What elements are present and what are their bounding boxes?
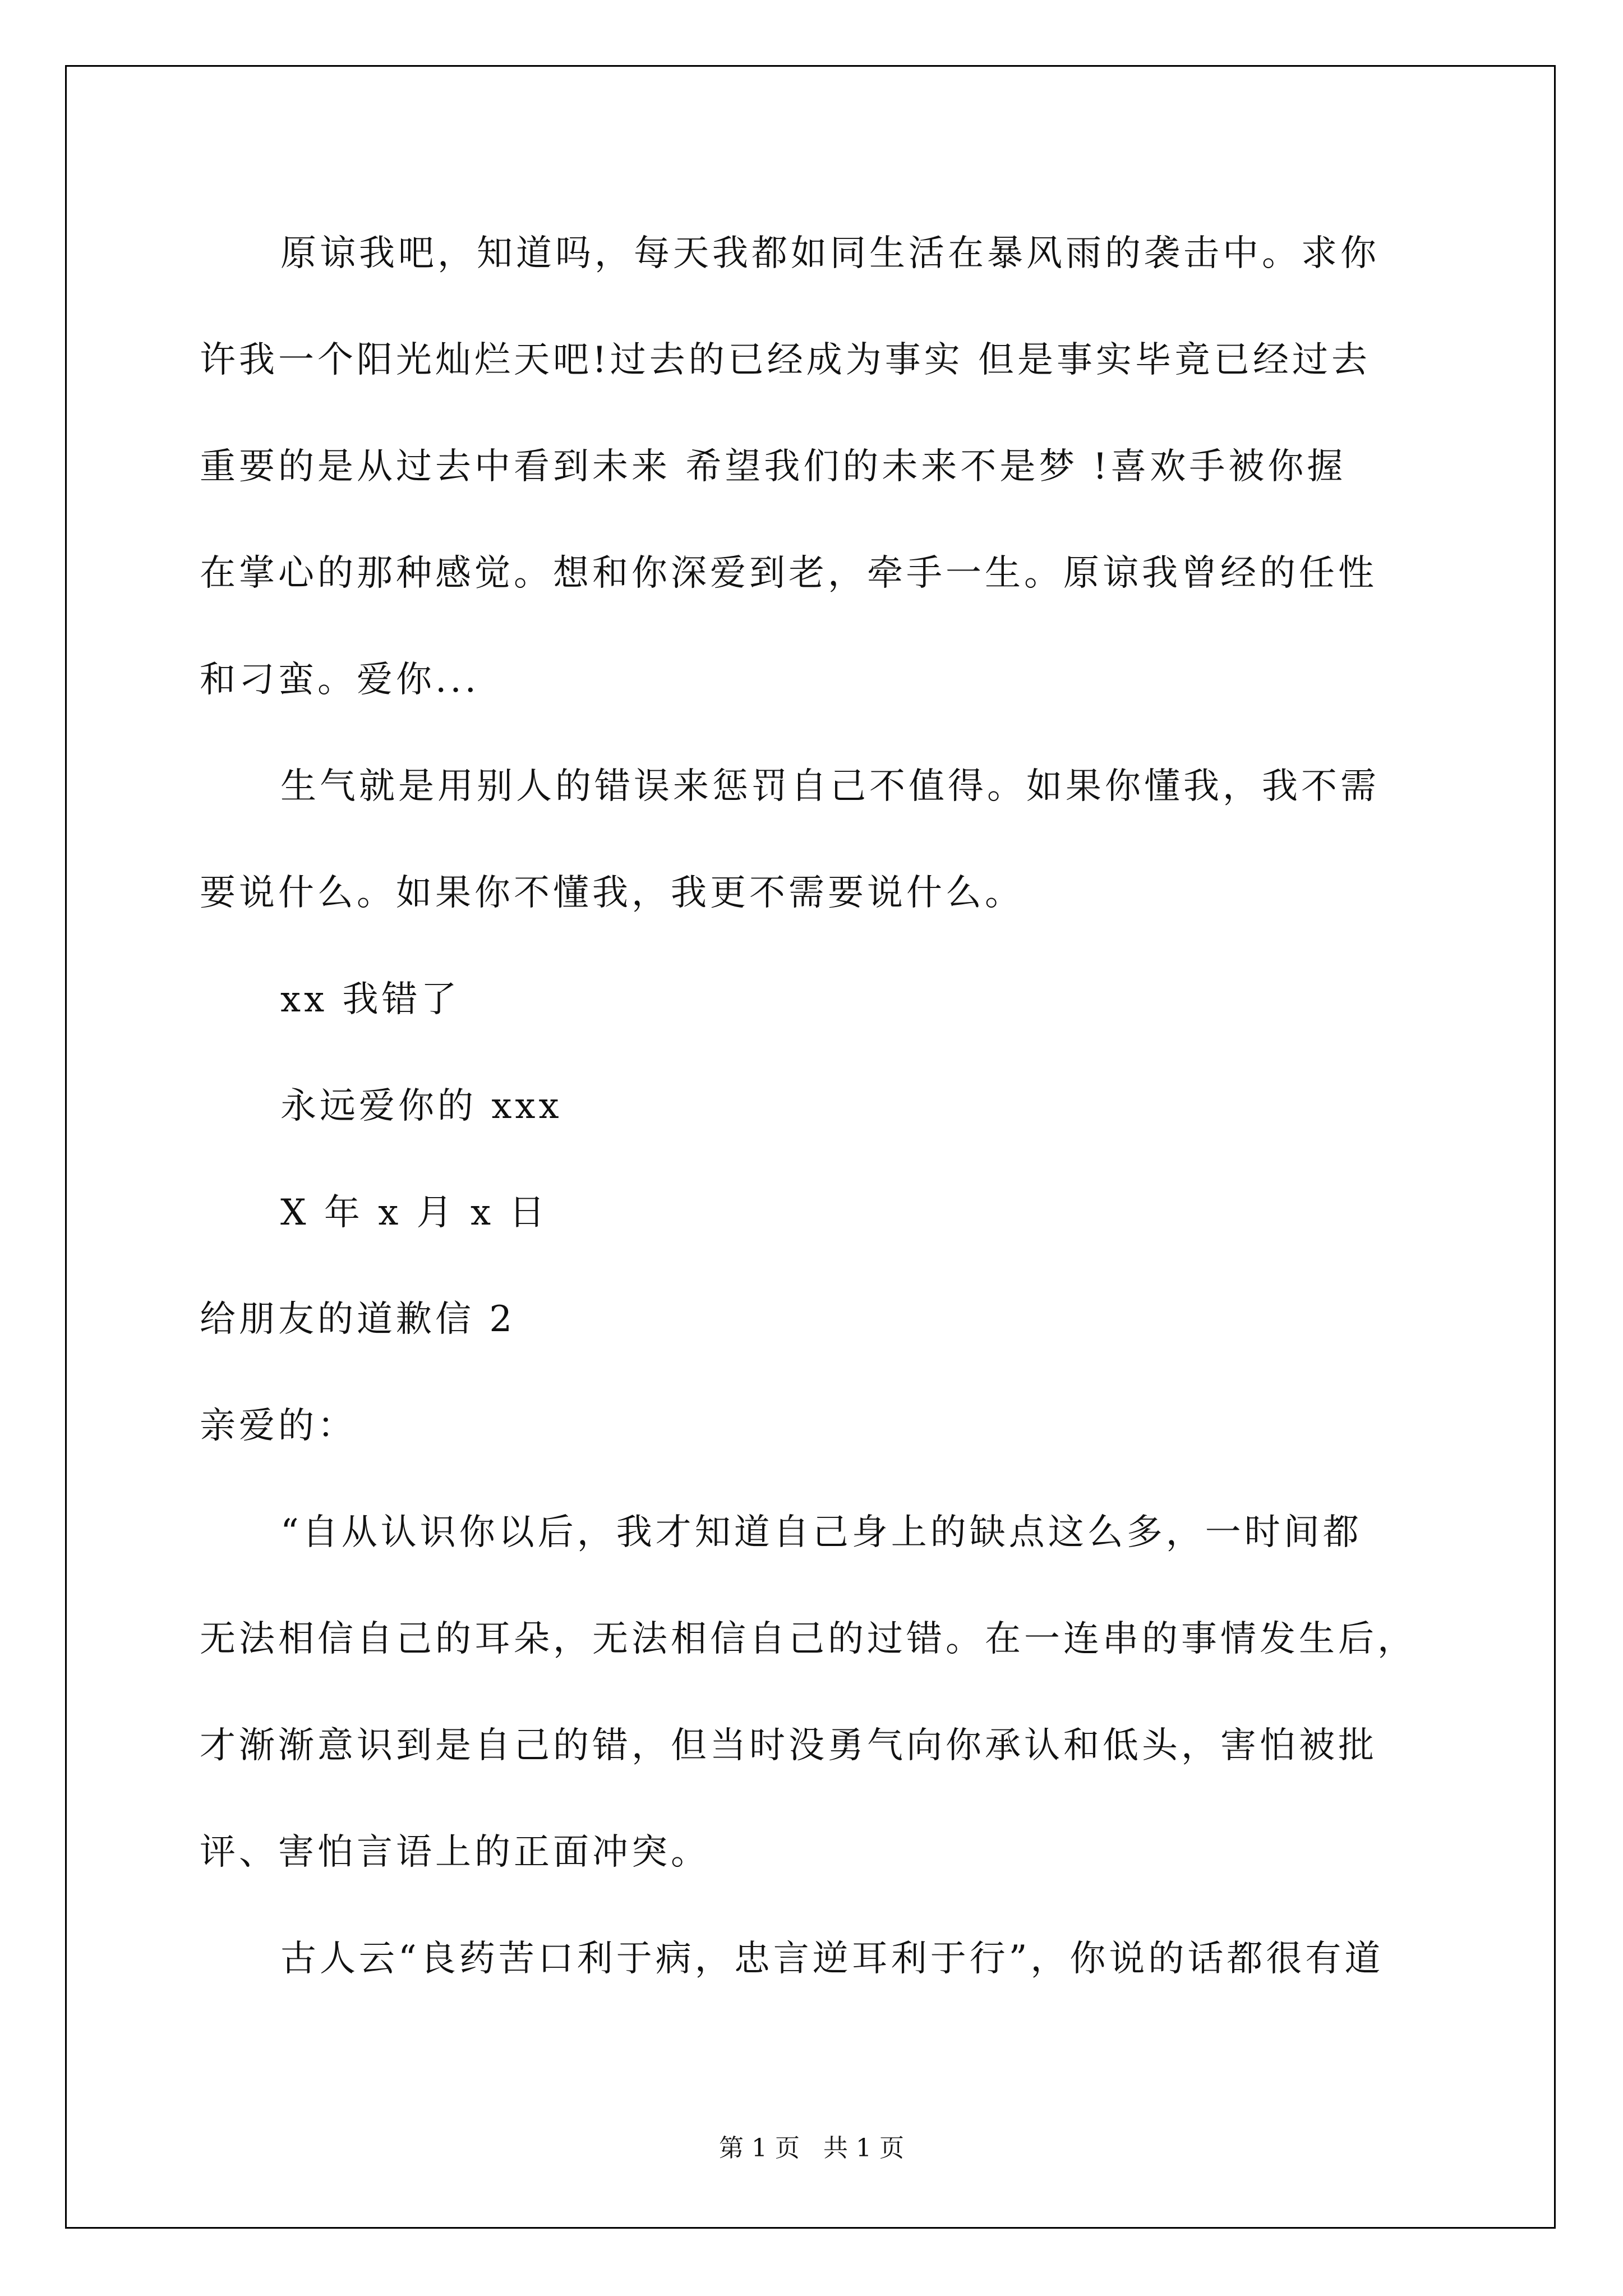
text-line-content: 古人云“良药苦口利于病，忠言逆耳利于行”，你说的话都很有道 [280, 1938, 1384, 1980]
text-line-content: 生气就是用别人的错误来惩罚自己不值得。如果你懂我，我不需 [280, 766, 1380, 807]
text-line-content: 和刁蛮。爱你... [200, 659, 480, 701]
text-line-content: 在掌心的那种感觉。想和你深爱到老，牵手一生。原谅我曾经的任性 [200, 553, 1377, 594]
text-line-content: 要说什么。如果你不懂我，我更不需要说什么。 [200, 872, 1024, 914]
text-line [0, 1605, 1623, 1673]
page-number: 第 1 页 [719, 2134, 800, 2162]
text-line-content: X 年 x 月 x 日 [280, 1192, 548, 1234]
text-line [0, 540, 1623, 607]
text-line [0, 1925, 1623, 1993]
text-line-content: 重要的是从过去中看到未来 希望我们的未来不是梦 !喜欢手被你握 [200, 446, 1347, 487]
text-line [0, 646, 1623, 714]
text-line [0, 1499, 1623, 1566]
text-line [0, 1073, 1623, 1140]
text-line [0, 1179, 1623, 1246]
text-line [0, 753, 1623, 820]
text-line-content: 才渐渐意识到是自己的错，但当时没勇气向你承认和低头，害怕被批 [200, 1725, 1377, 1766]
text-line-content: xx 我错了 [280, 979, 460, 1020]
section-heading [0, 1286, 1623, 1353]
text-line-content: 无法相信自己的耳朵，无法相信自己的过错。在一连串的事情发生后， [200, 1618, 1417, 1660]
text-line-content: 永远爱你的 xxx [280, 1085, 562, 1127]
text-line [0, 1712, 1623, 1779]
text-line-content: 评、害怕言语上的正面冲突。 [200, 1832, 710, 1873]
text-line [0, 1819, 1623, 1886]
section-heading-text: 给朋友的道歉信 2 [200, 1299, 516, 1340]
text-line-content: 原谅我吧，知道吗，每天我都如同生活在暴风雨的袭击中。求你 [280, 233, 1380, 274]
salutation-text: 亲爱的： [200, 1405, 357, 1447]
text-line [0, 859, 1623, 927]
page-footer [0, 2132, 1623, 2165]
page-total: 共 1 页 [823, 2134, 904, 2162]
salutation [0, 1392, 1623, 1460]
text-line-content: “自从认识你以后，我才知道自己身上的缺点这么多，一时间都 [280, 1512, 1362, 1553]
text-line [0, 966, 1623, 1033]
text-line-content: 许我一个阳光灿烂天吧!过去的已经成为事实 但是事实毕竟已经过去 [200, 339, 1371, 381]
text-line [0, 433, 1623, 500]
text-line [0, 220, 1623, 287]
text-line [0, 326, 1623, 394]
